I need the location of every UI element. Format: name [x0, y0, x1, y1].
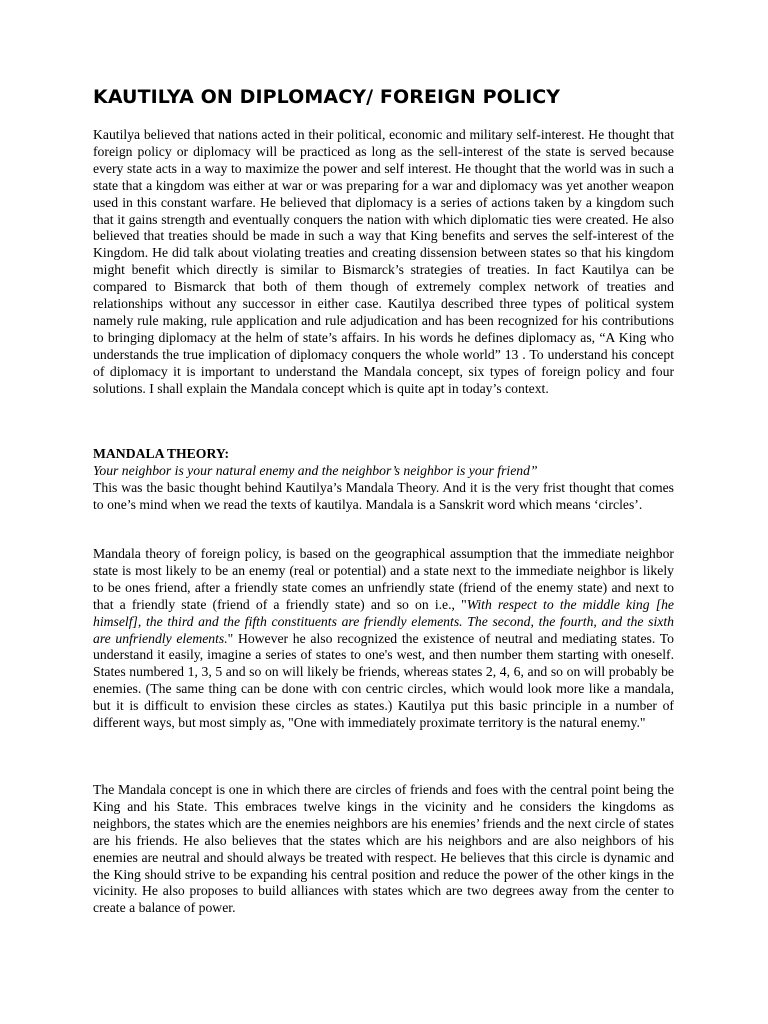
italic-citation: With respect to the middle king [he himself], the third and the fifth constituents are friendly elements. The second, the fourth, and the sixth are unfriendly elements. — [93, 596, 674, 646]
section-quote: Your neighbor is your natural enemy and the neighbor’s neighbor is your friend” — [93, 463, 538, 478]
page-title: KAUTILYA ON DIPLOMACY/ FOREIGN POLICY — [93, 86, 561, 108]
paragraph-text-before: Mandala theory of foreign policy, is based on the geographical assumption that the immediate neighbor state is most likely to be an enemy (real or potential) and a state next to the immediate neighbor is likely to be ones friend, after a friendly state comes an unfriendly state (friend of the enemy state) and next to that a friendly state (friend of a friendly state) and so on i.e., " — [93, 546, 674, 612]
paragraph-text-after: " However he also recognized the existence of neutral and mediating states. To understand it easily, imagine a series of states to one's west, and then number them starting with oneself. States numbered 1, 3, 5 and so on will likely be friends, whereas states 2, 4, 6, and so on will probably be enemies. (The same thing can be done with con centric circles, which would look more like a mandala, but it is difficult to envision these circles as states.) Kautilya put this basic principle in a number of different ways, but most simply as, "One with immediately proximate territory is the natural enemy." — [93, 630, 674, 731]
mandala-concept-paragraph: The Mandala concept is one in which there are circles of friends and foes with the central point being the King and his State. This embraces twelve kings in the vicinity and he considers the kingdoms as neighbors, the states which are the enemies neighbors are his enemies’ friends and the next circle of states are his friends. He also believes that the states which are his neighbors and are also neighbors of his enemies are neutral and should always be treated with respect. He believes that this circle is dynamic and the King should strive to be expanding his central position and reduce the power of the other kings in the vicinity. He also proposes to build alliances with states which are two degrees away from the center to create a balance of power. — [93, 782, 674, 916]
intro-paragraph: Kautilya believed that nations acted in their political, economic and military self-interest. He thought that foreign policy or diplomacy will be practiced as long as the sell-interest of the state is served because every state acts in a way to maximize the power and self interest. He thought that the world was in such a state that a kingdom was either at war or was preparing for a war and diplomacy was yet another weapon used in this constant warfare. He believed that diplomacy is a series of actions taken by a kingdom such that it gains strength and eventually conquers the nation with which diplomatic ties were created. He also believed that treaties should be made in such a way that King benefits and serves the self-interest of the Kingdom. He did talk about violating treaties and creating dissension between states so that his kingdom might benefit which directly is similar to Bismarck’s strategies of treaties. In fact Kautilya can be compared to Bismarck that both of them though of extremely complex network of treaties and relationships without any successor in either case. Kautilya described three types of political system namely rule making, rule application and rule adjudication and has been recognized for his contributions to bringing diplomacy at the helm of state’s affairs. In his words he defines diplomacy as, “A King who understands the true implication of diplomacy conquers the whole world” 13 . To understand his concept of diplomacy it is important to understand the Mandala concept, six types of foreign policy and four solutions. I shall explain the Mandala concept which is quite apt in today’s context. — [93, 127, 674, 396]
mandala-theory-paragraph — [93, 546, 674, 732]
mandala-intro-paragraph: This was the basic thought behind Kautilya’s Mandala Theory. And it is the very frist thought that comes to one’s mind when we read the texts of kautilya. Mandala is a Sanskrit word which means ‘circles’. — [93, 480, 674, 512]
section-heading: MANDALA THEORY: — [93, 446, 230, 461]
